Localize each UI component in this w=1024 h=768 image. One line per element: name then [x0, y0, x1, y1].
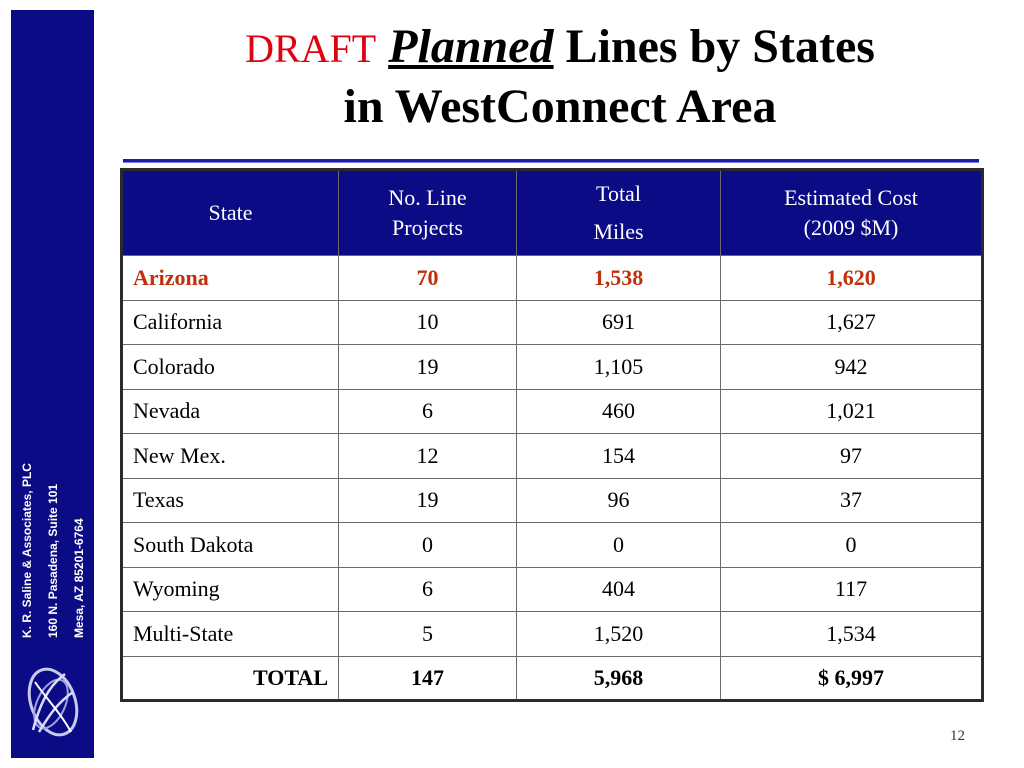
table-row [122, 612, 983, 657]
cell-state: Multi-State [122, 612, 339, 657]
cell-miles: 460 [517, 389, 721, 434]
cell-projects: 0 [339, 523, 517, 568]
cell-cost: 1,627 [721, 300, 983, 345]
cell-projects: 12 [339, 434, 517, 479]
cell-miles: 1,105 [517, 345, 721, 390]
cell-miles: 404 [517, 567, 721, 612]
cell-state: Arizona [122, 256, 339, 301]
cell-miles: 1,520 [517, 612, 721, 657]
company-street: 160 N. Pasadena, Suite 101 [46, 483, 60, 638]
cell-miles: 0 [517, 523, 721, 568]
cell-total-cost: $ 6,997 [721, 656, 983, 701]
ksa-monogram-logo-icon [15, 652, 90, 750]
cell-cost: 942 [721, 345, 983, 390]
draft-label: DRAFT [245, 26, 377, 71]
cell-projects: 19 [339, 478, 517, 523]
cell-projects: 19 [339, 345, 517, 390]
cell-state: Texas [122, 478, 339, 523]
cell-miles: 96 [517, 478, 721, 523]
title-rest: Lines by States [553, 20, 875, 73]
cell-state: South Dakota [122, 523, 339, 568]
logo-box [11, 644, 94, 758]
cell-total-label: TOTAL [122, 656, 339, 701]
table-row [122, 300, 983, 345]
header-cost-line-2: (2009 $M) [803, 215, 899, 240]
cell-miles: 154 [517, 434, 721, 479]
table-row-total [122, 656, 983, 701]
cell-state: California [122, 300, 339, 345]
company-city: Mesa, AZ 85201-6764 [72, 518, 86, 638]
cell-projects: 6 [339, 389, 517, 434]
title-line-2: in WestConnect Area [343, 80, 777, 133]
header-miles-line-2: Miles [593, 219, 644, 244]
cell-projects: 6 [339, 567, 517, 612]
table-row [122, 389, 983, 434]
cell-projects: 10 [339, 300, 517, 345]
cell-miles: 1,538 [517, 256, 721, 301]
table-row-arizona [122, 256, 983, 301]
company-name: K. R. Saline & Associates, PLC [20, 463, 34, 638]
table-row [122, 523, 983, 568]
cell-cost: 0 [721, 523, 983, 568]
cell-state: Wyoming [122, 567, 339, 612]
cell-total-projects: 147 [339, 656, 517, 701]
header-miles [517, 170, 721, 256]
title-underline [123, 159, 979, 163]
cell-cost: 1,021 [721, 389, 983, 434]
header-projects [339, 170, 517, 256]
title-planned: Planned [388, 20, 554, 73]
header-projects-line-1: No. Line [388, 185, 467, 210]
sidebar-address [11, 10, 94, 638]
header-state: State [122, 170, 339, 256]
cell-state: Nevada [122, 389, 339, 434]
cell-cost: 1,534 [721, 612, 983, 657]
page-number: 12 [950, 728, 965, 744]
cell-cost: 1,620 [721, 256, 983, 301]
cell-state: New Mex. [122, 434, 339, 479]
table-row [122, 478, 983, 523]
cell-state: Colorado [122, 345, 339, 390]
table-row [122, 345, 983, 390]
cell-projects: 5 [339, 612, 517, 657]
slide-title [110, 18, 1010, 136]
header-miles-line-1: Total [596, 181, 641, 206]
cell-miles: 691 [517, 300, 721, 345]
planned-lines-table [120, 168, 984, 702]
header-cost [721, 170, 983, 256]
table-row [122, 434, 983, 479]
cell-cost: 97 [721, 434, 983, 479]
cell-cost: 37 [721, 478, 983, 523]
title-line-1 [110, 18, 1010, 78]
cell-projects: 70 [339, 256, 517, 301]
header-projects-line-2: Projects [392, 215, 463, 240]
table-row [122, 567, 983, 612]
header-cost-line-1: Estimated Cost [784, 185, 918, 210]
cell-cost: 117 [721, 567, 983, 612]
table-header-row [122, 170, 983, 256]
cell-total-miles: 5,968 [517, 656, 721, 701]
